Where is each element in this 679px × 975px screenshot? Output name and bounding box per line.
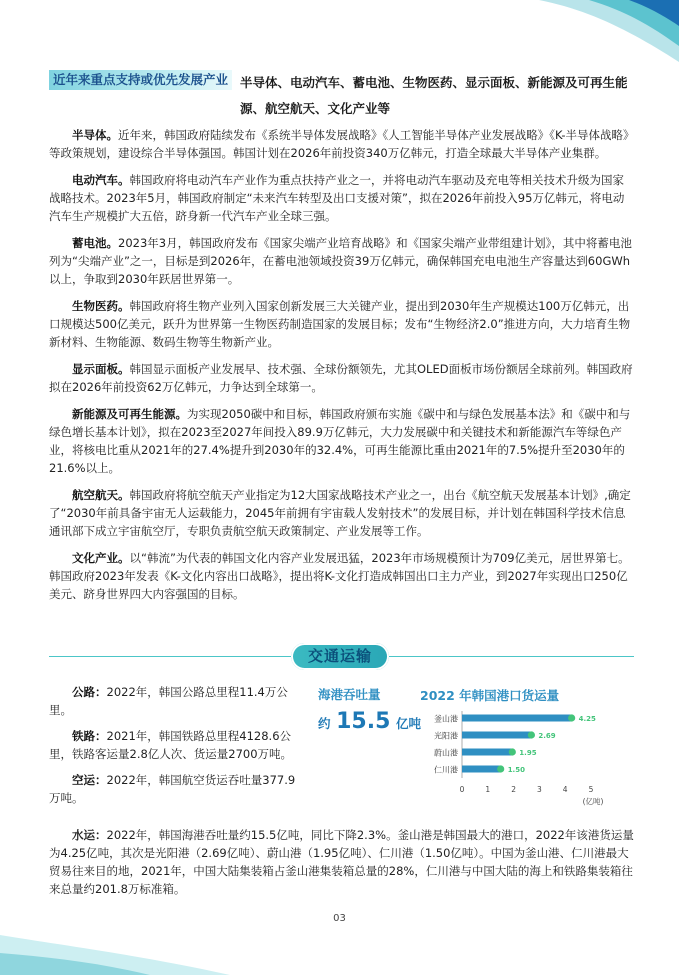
port-throughput-card	[318, 685, 428, 734]
para-lead: 铁路：	[72, 729, 107, 743]
para-air	[49, 771, 299, 807]
para-text: 2022年，韩国航空货运吞吐量377.9万吨。	[49, 773, 296, 805]
chart-tick-label: 4	[562, 785, 568, 794]
chart-bar	[462, 715, 572, 722]
para-lead: 电动汽车。	[72, 173, 130, 187]
para-lead: 航空航天。	[72, 488, 130, 502]
para-lead: 新能源及可再生能源。	[72, 407, 187, 421]
para-text: 2022年，韩国海港吞吐量约15.5亿吨，同比下降2.3%。釜山港是韩国最大的港口，2022年该港货运量为4.25亿吨，其次是光阳港（2.69亿吨）、蔚山港（1.95亿吨）、仁川港（1.50亿吨）。中国为釜山港、仁川港最大贸易往来目的地，2021年，中国大陆集装箱占釜山港集装箱总量的28%，仁川港与中国大陆的海上和铁路集装箱往来总量约201.8万标准箱。	[49, 828, 634, 896]
chart-value-label: 2.69	[538, 732, 556, 740]
para-text: 以“韩流”为代表的韩国文化内容产业发展迅猛，2023年市场规模预计为709亿美元，居世界第七。韩国政府2023年发表《K-文化内容出口战略》，提出将K-文化打造成韩国出口主力产业，到2027年实现出口250亿美元、跻身世界四大内容强国的目标。	[49, 551, 630, 601]
header-industries: 半导体、电动汽车、蓄电池、生物医药、显示面板、新能源及可再生能源、航空航天、文化产业等	[240, 75, 628, 116]
para-text: 韩国政府将电动汽车产业作为重点扶持产业之一，并将电动汽车驱动及充电等相关技术升级为国家战略技术。2023年5月，韩国政府制定“未来汽车转型及出口支援对策”，拟在2026年前投入95万亿韩元，将电动汽车生产规模扩大五倍，跻身新一代汽车产业全球三强。	[49, 173, 625, 223]
chart-tick-label: 5	[588, 785, 594, 794]
para-lead: 公路：	[72, 685, 107, 699]
page-number: 03	[333, 913, 346, 924]
chart-category-label: 蔚山港	[434, 748, 458, 758]
chart-bar	[462, 766, 501, 773]
chart-tick-label: 1	[485, 785, 491, 794]
para-new-energy	[49, 405, 634, 477]
industry-content	[49, 126, 634, 612]
chart-bar	[462, 732, 531, 739]
port-cargo-chart	[420, 686, 630, 816]
para-aerospace	[49, 486, 634, 540]
chart-svg	[420, 706, 630, 816]
divider-line-left	[49, 656, 291, 657]
header-tag: 近年来重点支持或优先发展产业	[49, 70, 232, 90]
chart-bar-end-dot	[497, 765, 504, 772]
chart-tick-label: 2	[511, 785, 516, 794]
port-throughput-value: 15.5	[336, 709, 391, 734]
para-text: 韩国显示面板产业发展早、技术强、全球份额领先，尤其OLED面板市场份额居全球前列。韩国政府拟在2026年前投资62万亿韩元，力争达到全球第一。	[49, 362, 633, 394]
para-lead: 水运：	[72, 828, 107, 842]
para-battery	[49, 234, 634, 288]
bottom-wave-decoration	[0, 925, 230, 975]
para-water	[49, 826, 634, 898]
para-lead: 蓄电池。	[72, 236, 118, 250]
transport-left-column	[49, 683, 299, 815]
chart-bar-end-dot	[568, 714, 575, 721]
para-road	[49, 683, 299, 719]
chart-category-label: 釜山港	[434, 714, 458, 724]
chart-tick-label: 3	[537, 785, 542, 794]
para-text: 为实现2050碳中和目标，韩国政府颁布实施《碳中和与绿色发展基本法》和《碳中和与绿色增长基本计划》，拟在2023至2027年间投入89.9万亿韩元，大力发展碳中和关键技术和新能源汽车等绿色产业，将核电比重从2021年的27.4%提升到2030年的32.4%，可再生能源比重由2021年的7.5%提升至2030年的21.6%以上。	[49, 407, 631, 475]
corner-wave-decoration	[479, 0, 679, 62]
divider-line-right	[389, 656, 634, 657]
section-header	[0, 66, 679, 116]
para-rail	[49, 727, 299, 763]
chart-category-label: 光阳港	[434, 731, 458, 741]
para-biomedicine	[49, 297, 634, 351]
para-text: 韩国政府将生物产业列入国家创新发展三大关键产业，提出到2030年生产规模达100万亿韩元，出口规模达500亿美元，跃升为世界第一生物医药制造国家的发展目标；发布“生物经济2.0”推进方向，大力培育生物新材料、生物能源、数码生物等生物新产业。	[49, 299, 631, 349]
chart-title: 2022 年韩国港口货运量	[420, 688, 560, 703]
chart-bar-end-dot	[509, 748, 516, 755]
chart-unit-label: (亿吨)	[582, 797, 604, 806]
para-lead: 显示面板。	[72, 362, 130, 376]
para-display	[49, 360, 634, 396]
para-culture	[49, 549, 634, 603]
para-lead: 空运：	[72, 773, 107, 787]
chart-value-label: 1.50	[507, 766, 525, 774]
port-throughput-value-row	[318, 709, 428, 734]
para-text: 2022年，韩国公路总里程11.4万公里。	[49, 685, 288, 717]
port-throughput-label: 海港吞吐量	[318, 687, 381, 702]
para-text: 2021年，韩国铁路总里程4128.6公里，铁路客运量2.8亿人次、货运量2700万吨。	[49, 729, 293, 761]
chart-bar	[462, 749, 512, 756]
para-text: 2023年3月，韩国政府发布《国家尖端产业培育战略》和《国家尖端产业带组建计划》，其中将蓄电池列为“尖端产业”之一，目标是到2026年，在蓄电池领域投资39万亿韩元，确保韩国充电电池生产容量达到60GWh以上，争取到2030年跃居世界第一。	[49, 236, 632, 286]
para-lead: 半导体。	[72, 128, 118, 142]
chart-value-label: 4.25	[578, 715, 596, 723]
transport-section-title: 交通运输	[291, 643, 389, 670]
para-lead: 文化产业。	[72, 551, 130, 565]
chart-tick-label: 0	[459, 785, 465, 794]
para-text: 韩国政府将航空航天产业指定为12大国家战略技术产业之一，出台《航空航天发展基本计划》,确定了“2030年前具备宇宙无人运载能力，2045年前拥有宇宙载人发射技术”的发展目标，并计划在韩国科学技术信息通讯部下成立宇宙航空厅，专职负责航空航天政策制定、产业发展等工作。	[49, 488, 631, 538]
port-throughput-unit: 亿吨	[395, 716, 421, 731]
para-text: 近年来，韩国政府陆续发布《系统半导体发展战略》《人工智能半导体产业发展战略》《K-半导体战略》等政策规划，建设综合半导体强国。韩国计划在2026年前投资340万亿韩元，打造全球最大半导体产业集群。	[49, 128, 629, 160]
chart-value-label: 1.95	[519, 749, 537, 757]
chart-bar-end-dot	[528, 731, 535, 738]
para-lead: 生物医药。	[72, 299, 130, 313]
chart-category-label: 仁川港	[434, 765, 458, 775]
port-throughput-prefix: 约	[318, 716, 331, 731]
para-semiconductor	[49, 126, 634, 162]
para-ev	[49, 171, 634, 225]
